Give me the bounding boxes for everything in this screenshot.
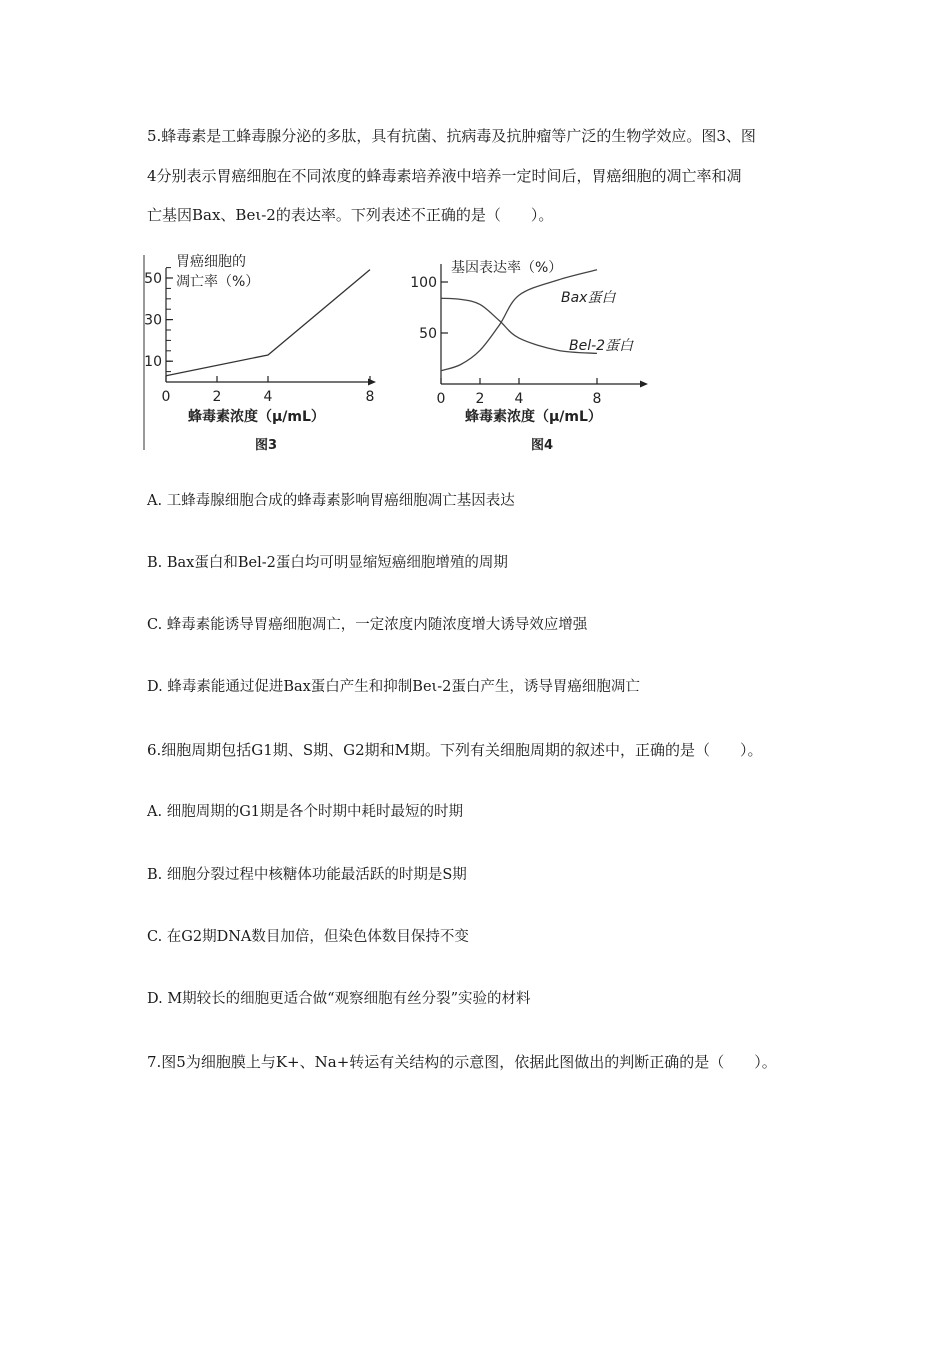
fig4-x-arrow (640, 381, 648, 388)
fig3-x-tick-label: 8 (365, 389, 375, 405)
fig3-x-tick-label: 0 (161, 389, 171, 405)
figure-3-chart (140, 250, 380, 460)
fig4-x-tick-label: 0 (436, 391, 446, 407)
fig4-xlabel: 蜂毒素浓度（μ/mL） (465, 409, 602, 425)
fig4-x-tick-label: 8 (592, 391, 602, 407)
fig4-y-tick-label: 50 (419, 326, 437, 342)
q5-stem-line-2: 4分别表示胃癌细胞在不同浓度的蜂毒素培养液中培养一定时间后，胃癌细胞的凋亡率和凋 (147, 167, 742, 185)
fig3-ylabel-line1: 胃癌细胞的 (176, 254, 246, 270)
q5-option-a: A. 工蜂毒腺细胞合成的蜂毒素影响胃癌细胞凋亡基因表达 (147, 493, 515, 509)
q5-stem-line-3: 亡基因Bax、Beι-2的表达率。下列表述不正确的是（ ）。 (147, 206, 554, 224)
fig3-title: 图3 (255, 438, 278, 453)
fig3-x-tick-label: 4 (263, 389, 273, 405)
q5-option-c: C. 蜂毒素能诱导胃癌细胞凋亡，一定浓度内随浓度增大诱导效应增强 (147, 617, 588, 633)
fig4-series-bax (441, 270, 597, 371)
q5-stem-line-1: 5.蜂毒素是工蜂毒腺分泌的多肽，具有抗菌、抗病毒及抗肿瘤等广泛的生物学效应。图3、图 (147, 127, 756, 145)
fig3-y-tick-label: 30 (144, 312, 162, 329)
q6-option-c: C. 在G2期DNA数目加倍，但染色体数目保持不变 (147, 929, 469, 945)
fig3-x-arrow (368, 379, 376, 386)
q5-option-d: D. 蜂毒素能通过促进Bax蛋白产生和抑制Beι-2蛋白产生，诱导胃癌细胞凋亡 (147, 679, 640, 695)
q6-option-b: B. 细胞分裂过程中核糖体功能最活跃的时期是S期 (147, 867, 467, 883)
fig3-ylabel-line2: 凋亡率（%） (176, 274, 260, 290)
fig3-xlabel: 蜂毒素浓度（μ/mL） (188, 409, 325, 425)
fig4-ylabel: 基因表达率（%） (451, 260, 563, 276)
fig3-y-tick-label: 10 (144, 354, 162, 371)
fig3-y-tick-label: 50 (144, 271, 162, 287)
q7-stem: 7.图5为细胞膜上与K+、Na+转运有关结构的示意图，依据此图做出的判断正确的是（ ）。 (147, 1053, 777, 1071)
fig4-x-tick-label: 2 (475, 391, 485, 407)
q6-option-d: D. M期较长的细胞更适合做“观察细胞有丝分裂”实验的材料 (147, 991, 531, 1007)
q6-stem: 6.细胞周期包括G1期、S期、G2期和M期。下列有关细胞周期的叙述中，正确的是（ ）。 (147, 741, 763, 759)
fig4-legend-bax: Bax蛋白 (561, 290, 616, 306)
fig4-title: 图4 (531, 438, 554, 453)
figure-4-chart (410, 250, 655, 460)
fig3-x-tick-label: 2 (212, 389, 222, 405)
q6-option-a: A. 细胞周期的G1期是各个时期中耗时最短的时期 (147, 804, 463, 820)
fig4-x-tick-label: 4 (514, 391, 524, 407)
q5-option-b: B. Bax蛋白和Bel-2蛋白均可明显缩短癌细胞增殖的周期 (147, 555, 508, 571)
fig4-y-tick-label: 100 (410, 275, 437, 291)
fig4-legend-bel2: Bel-2蛋白 (569, 338, 634, 354)
